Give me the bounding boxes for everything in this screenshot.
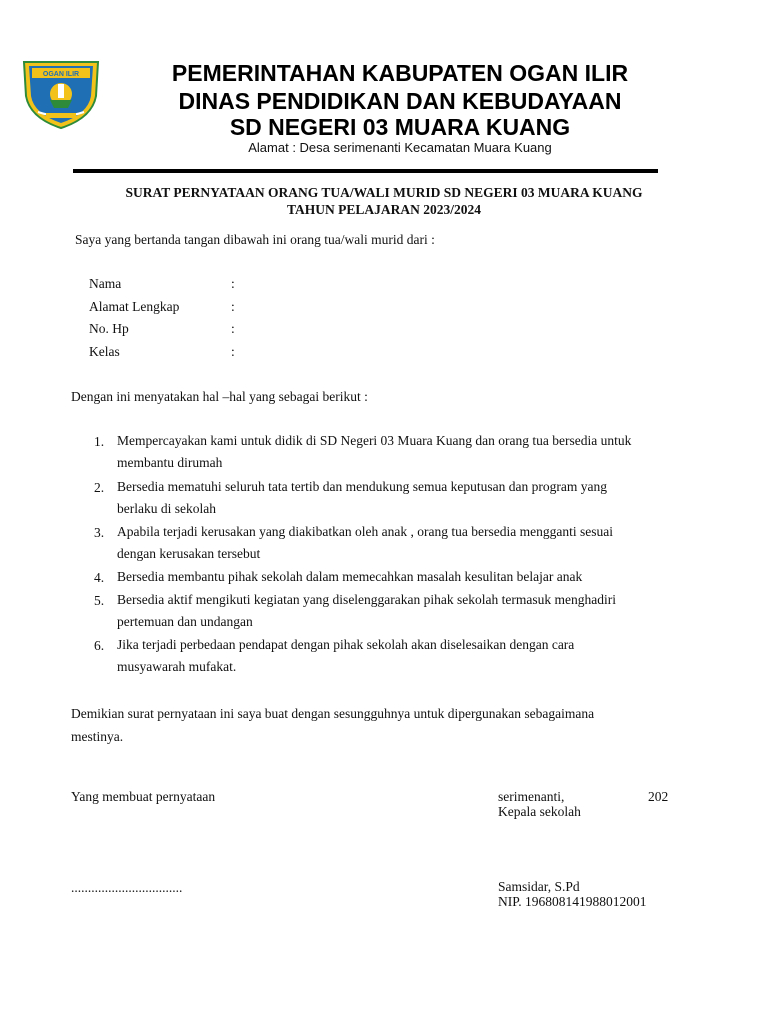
header-government: PEMERINTAHAN KABUPATEN OGAN ILIR bbox=[171, 60, 629, 86]
svg-text:OGAN ILIR: OGAN ILIR bbox=[42, 71, 80, 78]
field-colon: : bbox=[231, 299, 235, 314]
list-item-number: 4. bbox=[94, 570, 105, 585]
closing-line: Demikian surat pernyataan ini saya buat dengan sesungguhnya untuk dipergunakan sebagaimana bbox=[71, 706, 595, 721]
list-item-line: pertemuan dan undangan bbox=[117, 614, 253, 629]
list-item-number: 3. bbox=[94, 525, 105, 540]
header-address: Alamat : Desa serimenanti Kecamatan Muara Kuang bbox=[248, 140, 552, 155]
list-item-line: Bersedia membantu pihak sekolah dalam memecahkan masalah kesulitan belajar anak bbox=[117, 569, 583, 584]
field-colon: : bbox=[231, 344, 235, 359]
header-department: DINAS PENDIDIKAN DAN KEBUDAYAAN bbox=[178, 88, 622, 114]
closing-line: mestinya. bbox=[71, 729, 124, 744]
list-item-line: membantu dirumah bbox=[117, 455, 223, 470]
field-label-kelas: Kelas bbox=[89, 344, 120, 359]
list-item-line: Mempercayakan kami untuk didik di SD Negeri 03 Muara Kuang dan orang tua bersedia untuk bbox=[117, 433, 632, 448]
list-item-line: Jika terjadi perbedaan pendapat dengan pihak sekolah akan diselesaikan dengan cara bbox=[117, 637, 575, 652]
list-item-line: musyawarah mufakat. bbox=[117, 659, 237, 674]
list-item-line: Bersedia aktif mengikuti kegiatan yang diselenggarakan pihak sekolah termasuk menghadiri bbox=[117, 592, 616, 607]
statement-intro: Dengan ini menyatakan hal –hal yang sebagai berikut : bbox=[71, 389, 368, 404]
list-item-line: Bersedia mematuhi seluruh tata tertib dan mendukung semua keputusan dan program yang bbox=[117, 479, 607, 494]
field-colon: : bbox=[231, 276, 235, 291]
principal-nip: NIP. 196808141988012001 bbox=[498, 894, 647, 909]
header-school-name: SD NEGERI 03 MUARA KUANG bbox=[229, 114, 571, 140]
list-item bbox=[117, 589, 717, 633]
field-colon: : bbox=[231, 321, 235, 336]
list-item-number: 2. bbox=[94, 480, 105, 495]
principal-role: Kepala sekolah bbox=[498, 804, 581, 819]
principal-name: Samsidar, S.Pd bbox=[498, 879, 580, 894]
list-item-number: 1. bbox=[94, 434, 105, 449]
signature-place: serimenanti, bbox=[498, 789, 565, 804]
list-item-number: 5. bbox=[94, 593, 105, 608]
list-item bbox=[117, 634, 717, 678]
list-item bbox=[117, 476, 717, 520]
document-subtitle: TAHUN PELAJARAN 2023/2024 bbox=[286, 202, 481, 217]
list-item-line: Apabila terjadi kerusakan yang diakibatkan oleh anak , orang tua bersedia mengganti sesuai bbox=[117, 524, 613, 539]
field-label-hp: No. Hp bbox=[89, 321, 129, 336]
list-item-line: dengan kerusakan tersebut bbox=[117, 546, 261, 561]
field-label-nama: Nama bbox=[89, 276, 122, 291]
list-item bbox=[117, 566, 717, 588]
list-item bbox=[117, 521, 717, 565]
list-item-number: 6. bbox=[94, 638, 105, 653]
header-divider bbox=[73, 169, 658, 173]
field-label-alamat: Alamat Lengkap bbox=[89, 299, 180, 314]
intro-text: Saya yang bertanda tangan dibawah ini orang tua/wali murid dari : bbox=[75, 232, 435, 247]
list-item bbox=[117, 430, 717, 474]
signature-year: 202 bbox=[648, 789, 669, 804]
document-title: SURAT PERNYATAAN ORANG TUA/WALI MURID SD NEGERI 03 MUARA KUANG bbox=[125, 185, 643, 200]
list-item-line: berlaku di sekolah bbox=[117, 501, 216, 516]
signer-label: Yang membuat pernyataan bbox=[71, 789, 216, 804]
signature-dots: ................................. bbox=[71, 880, 183, 895]
